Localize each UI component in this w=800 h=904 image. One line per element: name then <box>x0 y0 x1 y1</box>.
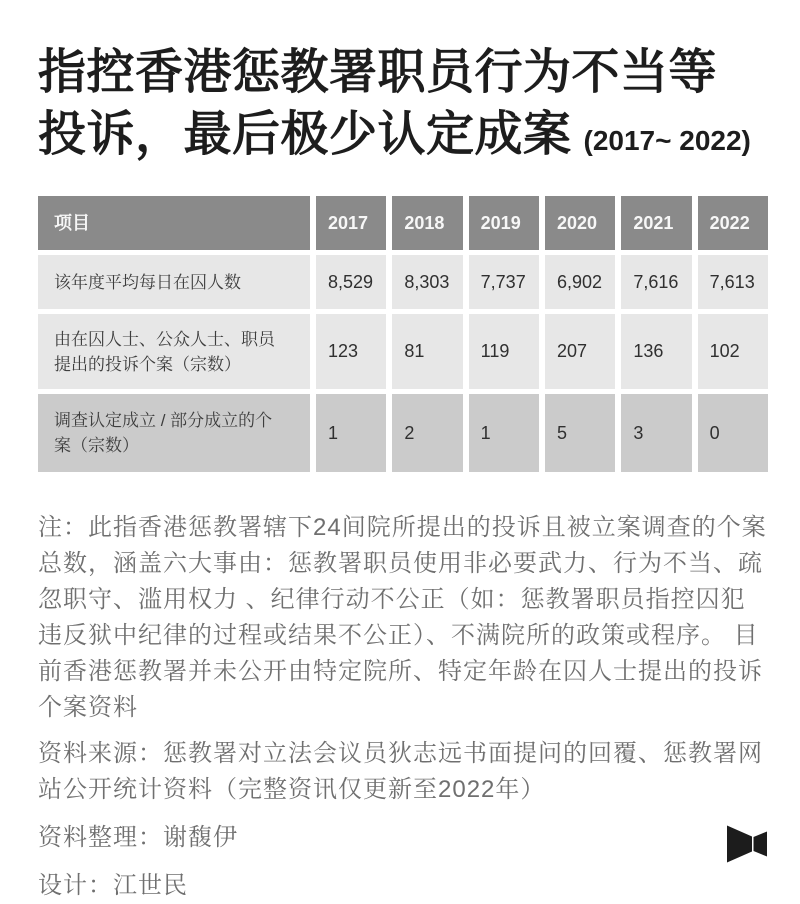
cell-value: 81 <box>392 314 462 389</box>
col-header-2022: 2022 <box>698 196 768 250</box>
cell-value: 8,303 <box>392 255 462 309</box>
cell-value: 123 <box>316 314 386 389</box>
col-header-2018: 2018 <box>392 196 462 250</box>
row-label-daily-prisoners: 该年度平均每日在囚人数 <box>38 255 310 309</box>
source-text: 资料来源：惩教署对立法会议员狄志远书面提问的回覆、惩教署网站公开统计资料（完整资讯仅更新至2022年） <box>38 740 763 803</box>
col-header-2021: 2021 <box>621 196 691 250</box>
cell-value: 0 <box>698 394 768 472</box>
col-header-2017: 2017 <box>316 196 386 250</box>
cell-value: 207 <box>545 314 615 389</box>
bowtie-logo-icon <box>727 825 767 863</box>
cell-value: 8,529 <box>316 255 386 309</box>
cell-value: 2 <box>392 394 462 472</box>
cell-value: 119 <box>469 314 539 389</box>
cell-value: 102 <box>698 314 768 389</box>
cell-value: 1 <box>316 394 386 472</box>
data-table <box>38 196 768 472</box>
designer-credit: 设计：江世民 <box>38 872 188 899</box>
title-line-2: 投诉，最后极少认定成案 <box>38 108 572 161</box>
cell-value: 3 <box>621 394 691 472</box>
page-title <box>38 42 768 172</box>
title-line-2-wrap <box>38 104 768 172</box>
cell-value: 136 <box>621 314 691 389</box>
cell-value: 6,902 <box>545 255 615 309</box>
col-header-item: 项目 <box>38 196 310 250</box>
cell-value: 7,616 <box>621 255 691 309</box>
row-label-complaints-filed: 由在囚人士、公众人士、职员提出的投诉个案（宗数） <box>38 314 310 389</box>
title-period: (2017~ 2022) <box>583 125 751 156</box>
cell-value: 7,613 <box>698 255 768 309</box>
cell-value: 7,737 <box>469 255 539 309</box>
col-header-2019: 2019 <box>469 196 539 250</box>
cell-value: 1 <box>469 394 539 472</box>
row-label-substantiated-cases: 调查认定成立 / 部分成立的个案（宗数） <box>38 394 310 472</box>
cell-value: 5 <box>545 394 615 472</box>
col-header-2020: 2020 <box>545 196 615 250</box>
title-line-1: 指控香港惩教署职员行为不当等 <box>38 46 718 99</box>
compiler-credit: 资料整理：谢馥伊 <box>38 824 238 851</box>
footnote-text: 注：此指香港惩教署辖下24间院所提出的投诉且被立案调查的个案总数，涵盖六大事由：惩教署职员使用非必要武力、行为不当、疏忽职守、滥用权力 、纪律行动不公正（如：惩教署职员指控囚犯违反狱中纪律的过程或结果不公正）、不满院所的政策或程序。 目前香港惩教署并未公开由特定院所、特定年龄在囚人士提出的投诉个案资料 <box>38 514 767 721</box>
